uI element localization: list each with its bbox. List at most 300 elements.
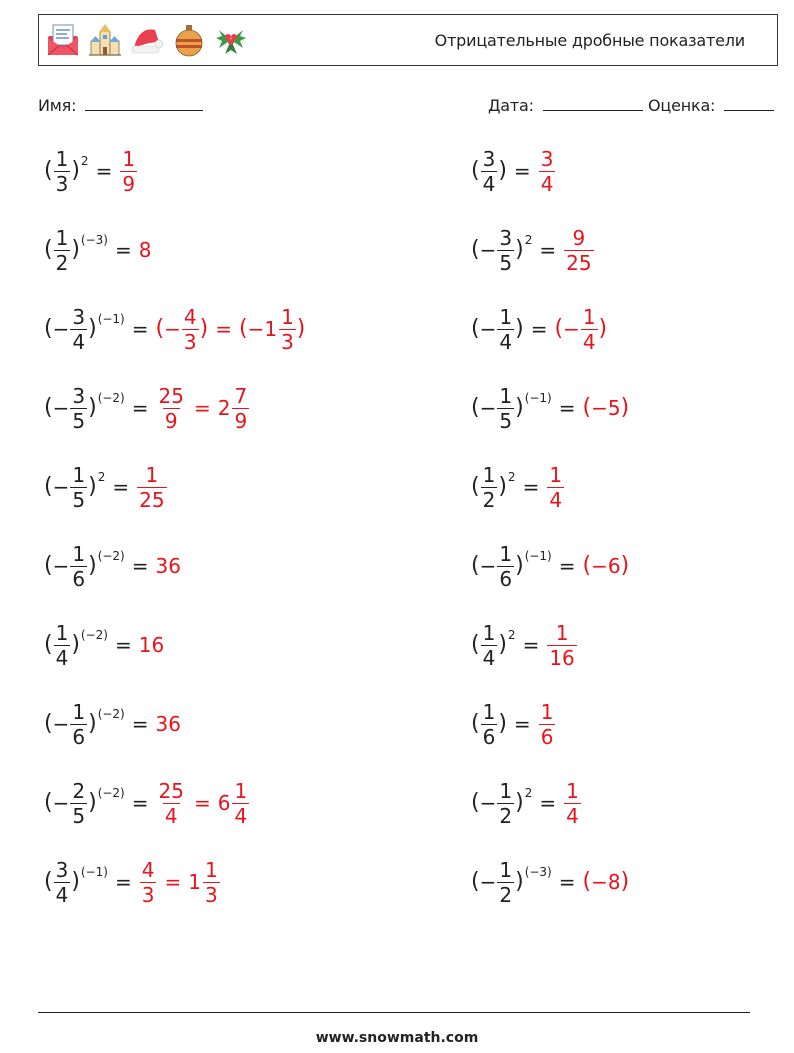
minus-sign: − [563,317,580,341]
close-paren: ) [88,395,97,420]
numerator: 25 [158,383,184,408]
fraction [481,462,498,512]
equals-sign: = [558,554,576,578]
date-blank[interactable] [543,96,643,111]
answer [136,462,167,512]
open-paren: ( [44,158,53,183]
minus-sign: − [479,791,497,815]
denominator: 4 [582,329,596,354]
numerator: 1 [582,304,596,329]
minus-sign: − [247,317,265,341]
problem [471,215,595,285]
exponent: (−2) [80,628,108,642]
open-paren: ( [44,395,53,420]
equals-sign: = [131,396,149,420]
answer-equals-sign: = [164,870,182,894]
fraction [547,620,576,670]
answer [155,304,306,354]
numerator: 1 [72,699,86,724]
answer [583,871,630,893]
answer [583,555,630,577]
denominator: 25 [566,250,592,275]
close-paren: ) [515,237,524,262]
minus-sign: − [52,475,70,499]
denominator: 3 [281,329,294,354]
answer [139,635,164,655]
fraction [481,146,498,196]
fraction [497,778,514,828]
fraction [182,304,199,354]
question [44,383,125,433]
denominator: 5 [72,803,86,828]
open-paren: ( [471,711,480,736]
close-paren: ) [498,158,507,183]
numerator: 9 [572,225,586,250]
question [44,778,125,828]
equals-sign: = [114,238,132,262]
problem [44,610,164,680]
minus-sign: − [479,317,497,341]
fraction [157,383,186,433]
question [44,462,106,512]
exponent: 2 [524,233,533,247]
question [471,383,552,433]
denominator: 5 [499,250,513,275]
answer [156,714,181,734]
denominator: 4 [499,329,513,354]
close-paren: ) [620,553,630,578]
open-paren: ( [471,632,480,657]
equals-sign: = [95,159,113,183]
grade-label: Оценка: [648,96,716,115]
open-paren: ( [471,395,480,420]
denominator: 3 [183,329,197,354]
exponent: (−2) [97,786,125,800]
denominator: 6 [482,724,496,749]
denominator: 6 [72,566,86,591]
fraction [564,225,593,275]
numerator: 1 [566,778,579,803]
name-label: Имя: [38,96,77,115]
close-paren: ) [71,237,80,262]
fraction [54,146,71,196]
ornament-ball-icon [171,22,207,58]
denominator: 25 [139,487,165,512]
problem [44,294,305,364]
name-blank[interactable] [85,96,203,111]
fraction [54,225,71,275]
worksheet-title: Отрицательные дробные показатели [434,31,745,50]
fraction [481,620,498,670]
problem [44,452,168,522]
minus-sign: − [52,317,70,341]
whole-number: 1 [188,870,201,894]
fraction [232,778,249,828]
question [471,146,507,196]
close-paren: ) [71,158,80,183]
open-paren: ( [554,316,564,341]
numerator: 1 [204,857,218,882]
close-paren: ) [71,869,80,894]
question [471,225,533,275]
close-paren: ) [88,790,97,815]
answer [563,778,582,828]
answer [156,556,181,576]
fraction [481,699,498,749]
fraction [120,146,137,196]
minus-sign: − [52,791,70,815]
problem [471,373,629,443]
fraction [232,383,249,433]
equals-sign: = [131,791,149,815]
equals-sign: = [131,317,149,341]
problem [44,847,221,917]
denominator: 4 [234,803,248,828]
minus-sign: − [52,712,70,736]
answer [538,699,557,749]
numerator: 1 [499,304,513,329]
grade-field [648,96,774,115]
equals-sign: = [522,633,540,657]
close-paren: ) [620,395,630,420]
problem [471,294,607,364]
whole-number: 2 [217,396,231,420]
fraction [70,462,87,512]
fraction [54,857,71,907]
problem [471,847,629,917]
worksheet-header [38,14,778,66]
open-paren: ( [471,474,480,499]
integer: 8 [138,238,152,262]
integer: 36 [155,554,181,578]
answer [119,146,138,196]
footer-divider [38,1012,750,1013]
close-paren: ) [296,316,306,341]
numerator: 3 [55,857,69,882]
denominator: 4 [540,171,554,196]
denominator: 9 [122,171,136,196]
numerator: 3 [72,383,86,408]
denominator: 2 [499,882,513,907]
denominator: 4 [482,645,496,670]
numerator: 1 [55,620,69,645]
header-icons [45,22,249,58]
minus-sign: − [479,396,497,420]
answer [139,240,152,260]
equals-sign: = [112,475,130,499]
numerator: 1 [122,146,136,171]
close-paren: ) [498,632,507,657]
question [44,857,108,907]
answer-equals-sign: = [193,396,211,420]
open-paren: ( [471,790,480,815]
denominator: 3 [55,171,69,196]
close-paren: ) [71,632,80,657]
problem [471,768,582,838]
fraction [203,857,220,907]
numerator: 1 [281,304,294,329]
minus-sign: − [479,870,497,894]
answer [139,857,221,907]
denominator: 5 [72,408,86,433]
fraction [70,778,87,828]
open-paren: ( [582,869,592,894]
question [471,857,552,907]
equals-sign: = [522,475,540,499]
close-paren: ) [515,553,524,578]
fraction [140,857,157,907]
equals-sign: = [114,633,132,657]
equals-sign: = [539,791,557,815]
question [44,699,125,749]
exponent: (−2) [97,391,125,405]
question [471,620,516,670]
integer: 36 [155,712,181,736]
open-paren: ( [471,869,480,894]
minus-sign: − [52,554,70,578]
fraction [70,699,87,749]
close-paren: ) [498,474,507,499]
open-paren: ( [471,316,480,341]
numerator: 25 [158,778,184,803]
numerator: 1 [482,620,496,645]
denominator: 4 [164,803,178,828]
answer [563,225,594,275]
close-paren: ) [598,316,608,341]
fraction [70,541,87,591]
equals-sign: = [530,317,548,341]
numerator: 1 [72,462,86,487]
numerator: 3 [482,146,496,171]
denominator: 6 [72,724,86,749]
denominator: 4 [55,882,69,907]
answer [546,462,565,512]
problem [44,768,250,838]
close-paren: ) [88,316,97,341]
close-paren: ) [515,790,524,815]
close-paren: ) [88,711,97,736]
fraction [564,778,581,828]
fraction [497,857,514,907]
answer [156,778,251,828]
numerator: 1 [499,778,513,803]
open-paren: ( [471,158,480,183]
fraction [137,462,166,512]
problem [471,136,556,206]
exponent: 2 [507,470,516,484]
numerator: 3 [72,304,86,329]
fraction [54,620,71,670]
denominator: 3 [141,882,155,907]
denominator: 9 [164,408,178,433]
equals-sign: = [513,159,531,183]
exponent: (−1) [524,549,552,563]
denominator: 4 [482,171,496,196]
numerator: 1 [549,462,563,487]
equals-sign: = [558,870,576,894]
denominator: 2 [482,487,496,512]
numerator: 4 [141,857,155,882]
denominator: 4 [566,803,579,828]
equals-sign: = [539,238,557,262]
answer [554,304,608,354]
close-paren: ) [88,474,97,499]
grade-blank[interactable] [724,96,774,111]
numerator: 7 [234,383,248,408]
name-field [38,96,203,115]
denominator: 3 [204,882,218,907]
numerator: 1 [499,383,513,408]
fraction [539,699,556,749]
equals-sign: = [131,712,149,736]
minus-sign: − [591,870,608,894]
fraction [497,225,514,275]
answer-equals-sign: = [215,317,232,341]
answer [546,620,577,670]
close-paren: ) [515,395,524,420]
minus-sign: − [479,554,497,578]
problem [471,452,565,522]
numerator: 4 [183,304,197,329]
denominator: 2 [55,250,69,275]
fraction [497,383,514,433]
numerator: 1 [499,541,513,566]
question [44,146,89,196]
denominator: 4 [72,329,86,354]
open-paren: ( [44,869,53,894]
open-paren: ( [44,632,53,657]
numerator: 2 [72,778,86,803]
numerator: 1 [55,225,69,250]
numerator: 1 [555,620,569,645]
open-paren: ( [238,316,248,341]
denominator: 6 [540,724,554,749]
problem [44,136,138,206]
numerator: 1 [234,778,248,803]
open-paren: ( [44,790,53,815]
denominator: 5 [499,408,513,433]
fraction [70,304,87,354]
close-paren: ) [498,711,507,736]
exponent: (−1) [97,312,125,326]
exponent: (−2) [97,707,125,721]
numerator: 1 [482,699,496,724]
answer [156,383,251,433]
question [44,225,108,275]
exponent: (−3) [524,865,552,879]
integer: 16 [138,633,165,657]
fraction [581,304,598,354]
answer [583,397,630,419]
fraction [497,304,514,354]
close-paren: ) [515,869,524,894]
exponent: (−2) [97,549,125,563]
open-paren: ( [44,711,53,736]
open-paren: ( [471,553,480,578]
problem [44,531,181,601]
open-paren: ( [582,395,592,420]
equals-sign: = [114,870,132,894]
exponent: 2 [80,154,89,168]
minus-sign: − [52,396,70,420]
whole-number: 1 [264,317,278,341]
close-paren: ) [199,316,209,341]
church-icon [87,22,123,58]
holly-icon [213,22,249,58]
integer: 6 [607,554,621,578]
numerator: 1 [72,541,86,566]
integer: 8 [607,870,621,894]
denominator: 4 [55,645,69,670]
denominator: 2 [499,803,513,828]
minus-sign: − [479,238,497,262]
fraction [70,383,87,433]
close-paren: ) [620,869,630,894]
denominator: 9 [234,408,248,433]
numerator: 1 [55,146,69,171]
question [44,304,125,354]
open-paren: ( [44,316,53,341]
open-paren: ( [471,237,480,262]
question [471,304,524,354]
denominator: 5 [72,487,86,512]
fraction [279,304,296,354]
numerator: 3 [540,146,554,171]
equals-sign: = [513,712,531,736]
open-paren: ( [155,316,165,341]
numerator: 3 [499,225,513,250]
minus-sign: − [591,554,608,578]
problem [471,689,556,759]
fraction [539,146,556,196]
numerator: 1 [540,699,554,724]
exponent: 2 [507,628,516,642]
problem [44,373,250,443]
numerator: 1 [499,857,513,882]
minus-sign: − [164,317,181,341]
problem [471,531,629,601]
close-paren: ) [88,553,97,578]
exponent: (−1) [524,391,552,405]
question [44,620,108,670]
question [471,778,533,828]
santa-hat-icon [129,22,165,58]
question [471,699,507,749]
exponent: 2 [524,786,533,800]
denominator: 6 [499,566,513,591]
question [44,541,125,591]
fraction [497,541,514,591]
equals-sign: = [558,396,576,420]
fraction [547,462,564,512]
problem [44,689,181,759]
open-paren: ( [44,553,53,578]
exponent: 2 [97,470,106,484]
footer-url: www.snowmath.com [315,1030,479,1046]
problem [471,610,578,680]
denominator: 16 [549,645,575,670]
open-paren: ( [44,237,53,262]
fraction [157,778,186,828]
open-paren: ( [44,474,53,499]
open-paren: ( [582,553,592,578]
minus-sign: − [591,396,608,420]
answer-equals-sign: = [193,791,211,815]
integer: 5 [607,396,621,420]
close-paren: ) [515,316,524,341]
answer [538,146,557,196]
date-label: Дата: [488,96,534,115]
